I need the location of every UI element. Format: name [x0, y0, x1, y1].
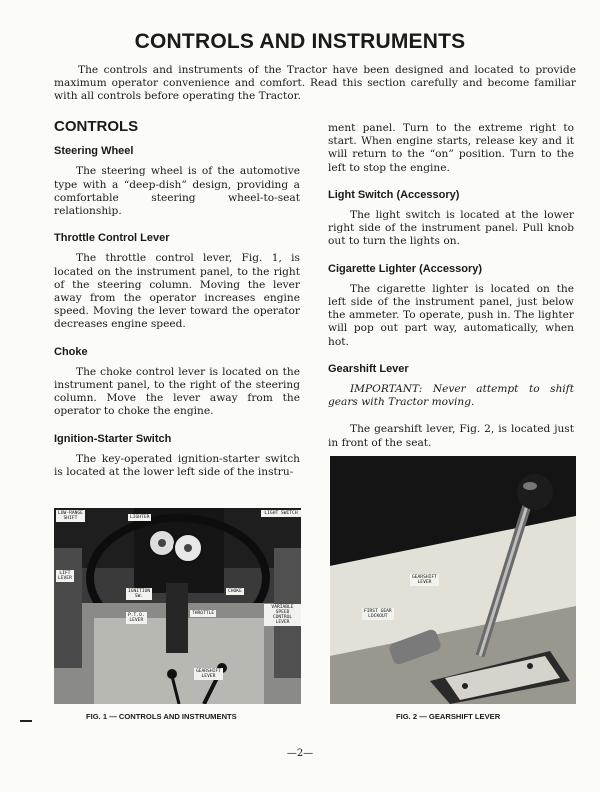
label-throttle: THROTTLE: [192, 611, 215, 616]
heading-gearshift: Gearshift Lever: [328, 362, 409, 375]
figure-gearshift-photo: [330, 456, 576, 704]
label-lighter: LIGHTER: [130, 515, 150, 520]
label-light-switch: LIGHT SWITCH: [261, 510, 301, 517]
page-title: CONTROLS AND INSTRUMENTS: [134, 30, 466, 53]
heading-cigarette-lighter: Cigarette Lighter (Accessory): [328, 262, 483, 275]
heading-ignition: Ignition-Starter Switch: [54, 432, 172, 445]
throttle-text: The throttle control lever, Fig. 1, is located on the instrument panel, to the right of the steering column. Moving the lever away from the operator increases engine speed. Moving the lever toward the operator decreases engine speed.: [54, 252, 300, 331]
steering-wheel-text: The steering wheel is of the automotive type with a “deep-dish” design, providing a comfortable steering wheel-to-seat relationship.: [54, 165, 300, 218]
label-gearshift-lever-fig1: GEARSHIFT LEVER: [196, 669, 221, 679]
label-first-gear-lockout: FIRST GEAR LOCKOUT: [364, 609, 392, 619]
heading-choke: Choke: [54, 345, 88, 358]
figure-controls-photo: [54, 508, 301, 704]
heading-throttle: Throttle Control Lever: [54, 232, 170, 245]
label-range-shift: LOW-RANGE SHIFT: [58, 511, 83, 521]
gearshift-photo-illustration: [330, 456, 576, 704]
choke-text: The choke control lever is located on the instrument panel, to the right of the steering column. Move the lever away from the operator to choke the engine.: [54, 365, 300, 418]
figure2-caption: FIG. 2 — GEARSHIFT LEVER: [396, 712, 501, 721]
label-pto-lever: P.T.O. LEVER: [128, 613, 145, 623]
ignition-text-start: The key-operated ignition-starter switch is located at the lower left side of the instru-: [54, 452, 300, 479]
page-number: —2—: [286, 748, 314, 759]
light-switch-text: The light switch is located at the lower right side of the instrument panel. Pull knob out to turn the lights on.: [328, 209, 574, 248]
intro-paragraph: The controls and instruments of the Tractor have been designed and located to provide maximum operator convenience and comfort. Read this section carefully and become familiar with all controls before operating the Tractor.: [54, 64, 576, 102]
gearshift-text: The gearshift lever, Fig. 2, is located just in front of the seat.: [328, 423, 574, 449]
margin-mark: [20, 720, 32, 722]
label-ignition-switch: IGNITION SW.: [128, 589, 151, 599]
label-gearshift-lever-fig2: GEARSHIFT LEVER: [412, 575, 437, 585]
cigarette-lighter-text: The cigarette lighter is located on the left side of the instrument panel, just below the ammeter. To operate, push in. The lighter will pop out part way, automatically, when hot.: [328, 282, 574, 348]
gearshift-important-note: IMPORTANT: Never attempt to shift gears with Tractor moving.: [328, 383, 574, 409]
right-column: [328, 122, 574, 464]
heading-steering-wheel: Steering Wheel: [54, 145, 134, 158]
ignition-text-continued: ment panel. Turn to the extreme right to start. When engine starts, release key and it will return to the “on” position. Turn to the left to stop the engine.: [328, 122, 574, 174]
label-lift-lever: LIFT LEVER: [58, 571, 72, 581]
figure1-caption: FIG. 1 — CONTROLS AND INSTRUMENTS: [86, 712, 237, 721]
label-variable-speed: VARIABLE SPEED CONTROL LEVER: [264, 604, 301, 626]
left-column: [54, 120, 300, 493]
label-choke: CHOKE: [228, 589, 242, 594]
heading-light-switch: Light Switch (Accessory): [328, 188, 460, 201]
section-title: CONTROLS: [54, 118, 139, 135]
